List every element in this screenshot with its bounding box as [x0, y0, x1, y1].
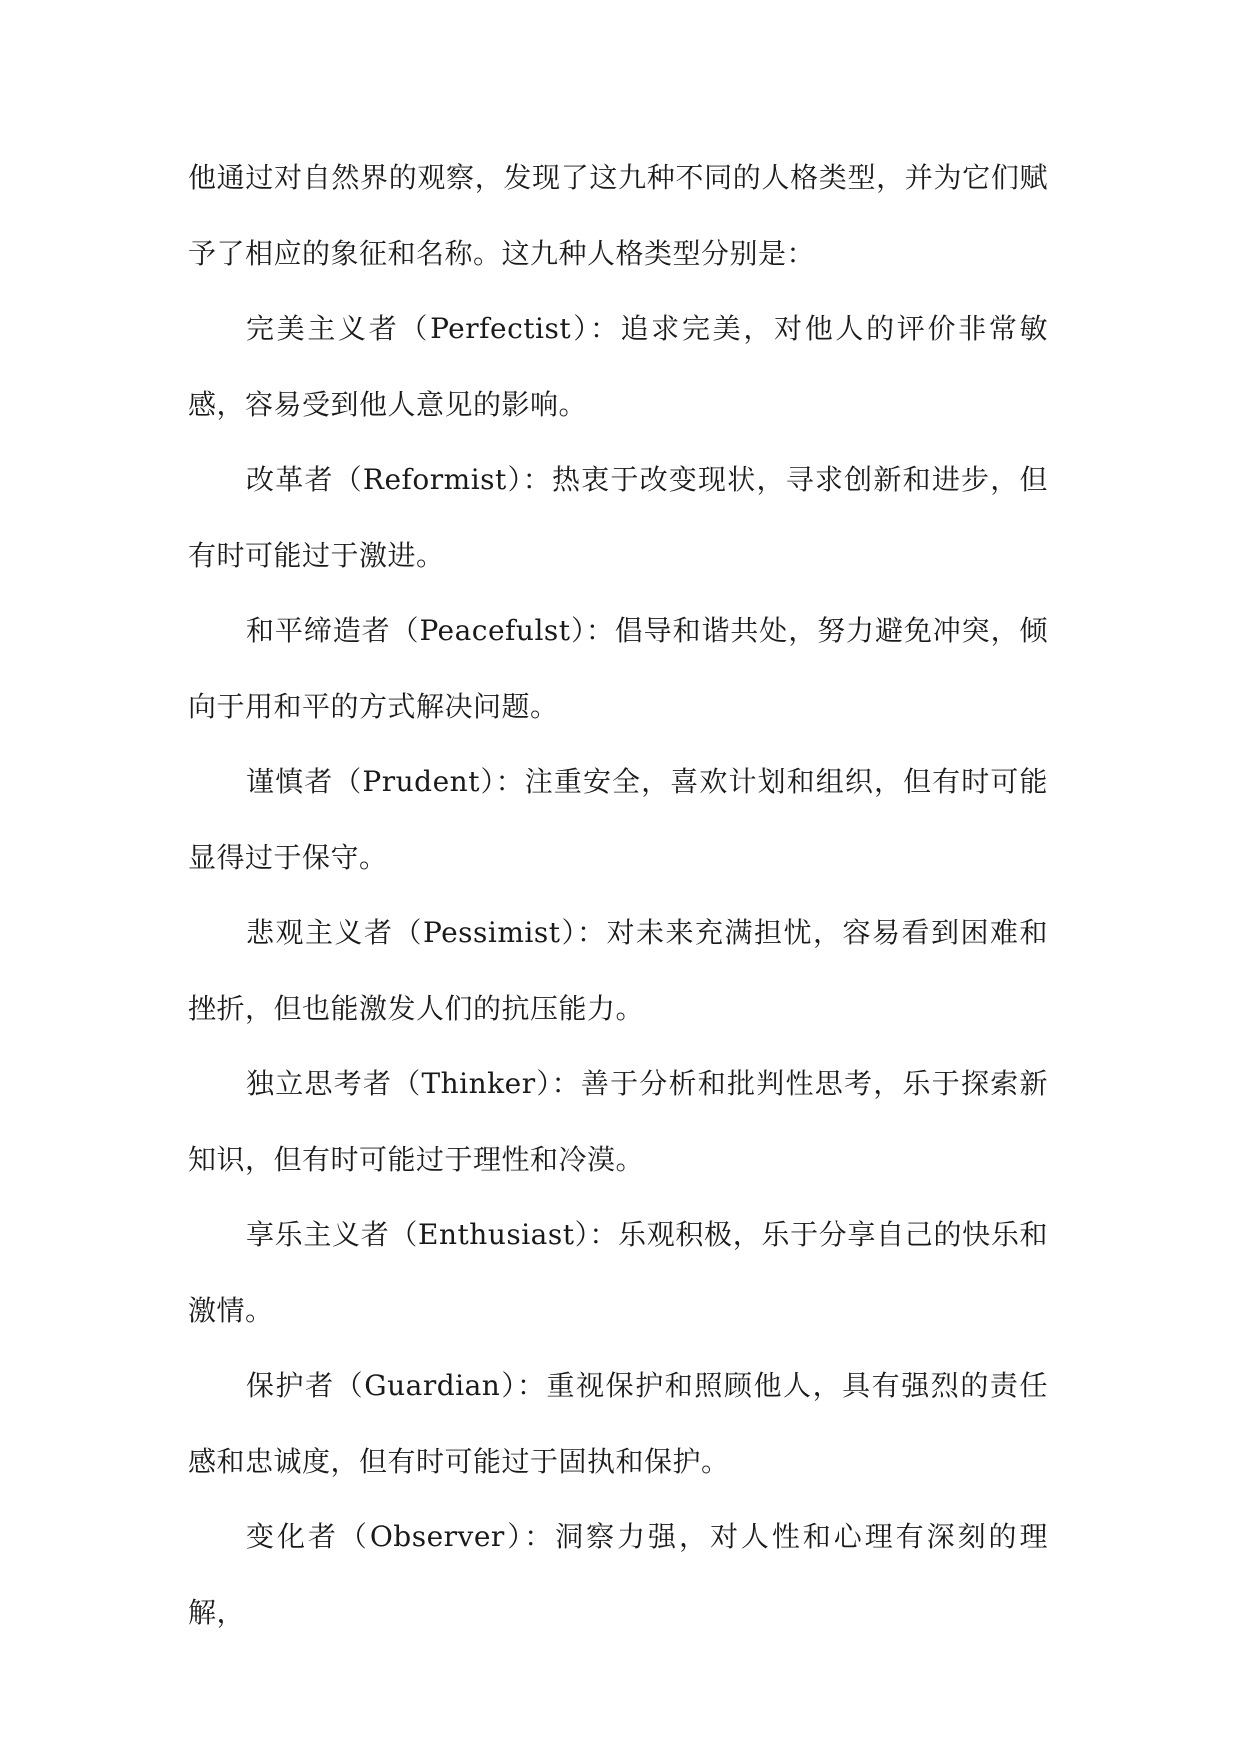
paragraph-thinker: 独立思考者（Thinker）：善于分析和批判性思考，乐于探索新知识，但有时可能过于理性和冷漠。	[188, 1067, 1048, 1176]
paragraph-perfectist: 完美主义者（Perfectist）：追求完美，对他人的评价非常敏感，容易受到他人意见的影响。	[188, 312, 1048, 421]
intro-paragraph: 他通过对自然界的观察，发现了这九种不同的人格类型，并为它们赋予了相应的象征和名称。这九种人格类型分别是：	[188, 161, 1048, 270]
document-body	[188, 140, 1048, 1650]
paragraph-peacefulst: 和平缔造者（Peacefulst）：倡导和谐共处，努力避免冲突，倾向于用和平的方式解决问题。	[188, 614, 1048, 723]
paragraph-reformist: 改革者（Reformist）：热衷于改变现状，寻求创新和进步，但有时可能过于激进。	[188, 463, 1048, 572]
paragraph-pessimist: 悲观主义者（Pessimist）：对未来充满担忧，容易看到困难和挫折，但也能激发人们的抗压能力。	[188, 916, 1048, 1025]
paragraph-prudent: 谨慎者（Prudent）：注重安全，喜欢计划和组织，但有时可能显得过于保守。	[188, 765, 1048, 874]
paragraph-enthusiast: 享乐主义者（Enthusiast）：乐观积极，乐于分享自己的快乐和激情。	[188, 1218, 1048, 1327]
paragraph-observer: 变化者（Observer）：洞察力强，对人性和心理有深刻的理解，	[188, 1520, 1048, 1629]
paragraph-guardian: 保护者（Guardian）：重视保护和照顾他人，具有强烈的责任感和忠诚度，但有时可能过于固执和保护。	[188, 1369, 1048, 1478]
